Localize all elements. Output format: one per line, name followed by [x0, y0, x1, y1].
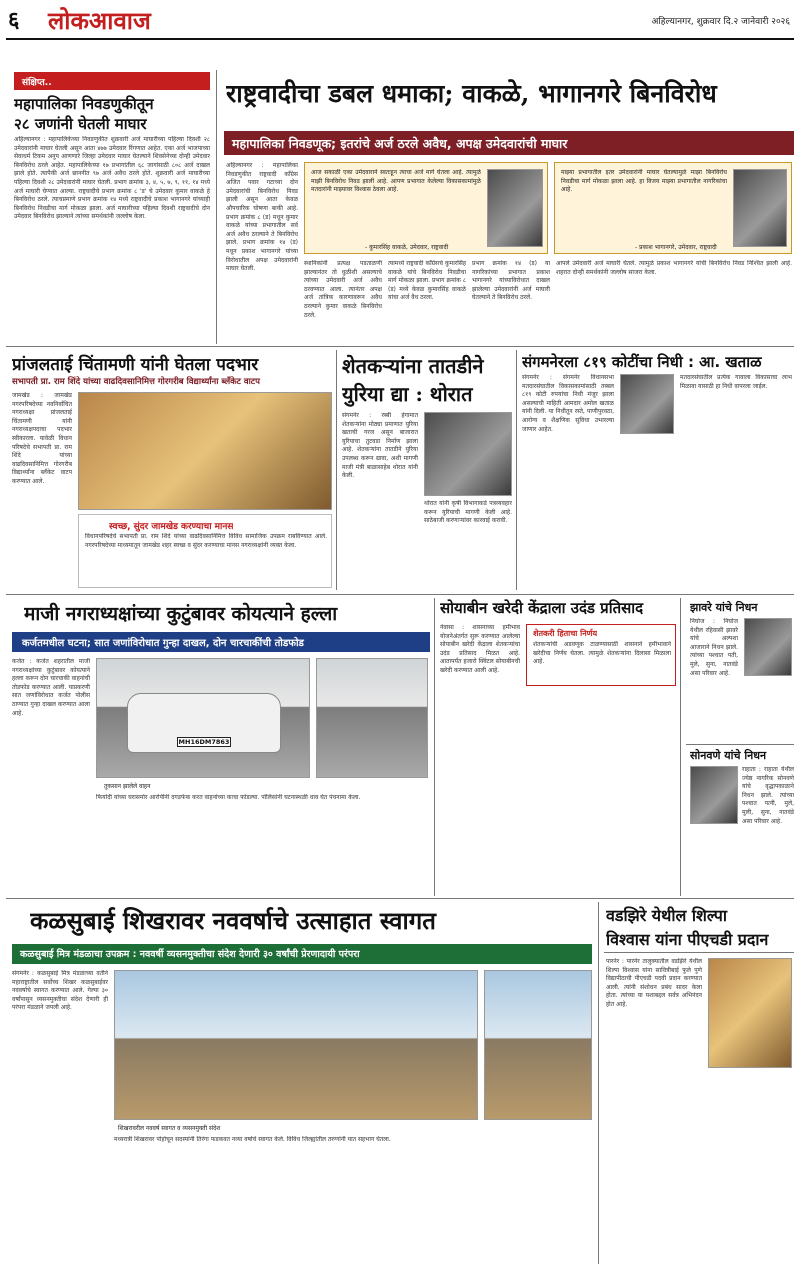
- koyta-body-2: फिर्यादी यांच्या घरासमोर आरोपींनी दगडफेक करत वाहनांच्या काचा फोडल्या. पोलिसांनी घटनास्थळी धाव घेत पंचनामा केला.: [96, 794, 361, 801]
- kalsubai-subheadline: कळसुबाई मित्र मंडळाचा उपक्रम : नववर्षी व्यसनमुक्तीचा संदेश देणारी ३० वर्षांची प्रेरणादायी परंपरा: [12, 944, 592, 964]
- chintamani-box-body: विधानपरिषदेचे सभापती प्रा. राम शिंदे यांच्या वाढदिवसानिमित्त विविध सामाजिक उपक्रम राबविण्यात आले. नगरपरिषदेच्या माध्यमातून जामखेड शहर स्वच्छ व सुंदर करण्याचा मानस नगराध्यक्षांनी व्यक्त केला.: [85, 533, 327, 549]
- soybean-box: [526, 624, 676, 686]
- tatdine-headline-1: शेतकऱ्यांना तातडीने: [342, 354, 484, 378]
- soybean-box-body: शेतकऱ्यांची अडवणूक टाळण्यासाठी शासनाने हमीभावाने खरेदीचा निर्णय घेतला. त्यामुळे शेतकऱ्यांना दिलासा मिळाला आहे.: [533, 641, 671, 666]
- kalsubai-photo-caption: शिखरावरील नववर्ष स्वागत व व्यसनमुक्ती संदेश: [118, 1125, 221, 1132]
- chintamani-body: जामखेड : जामखेड नगरपरिषदेच्या नवनिर्वाचित नगराध्यक्षा प्रांजलताई चिंतामणी यांनी नगराध्यक्षपदाचा पदभार स्वीकारला. यावेळी विधान परिषदेचे सभापती प्रा. राम शिंदे यांच्या वाढदिवसानिमित्त गोरगरीब विद्यार्थ्यांना ब्लॅंकेट वाटप करण्यात आले.: [12, 392, 72, 485]
- obit-body-1: निघोज : निघोज येथील रहिवासी झावरे यांचे अल्पशा आजाराने निधन झाले. त्यांच्या पश्चात पती, मुले, सुना, नातवंडे असा परिवार आहे.: [690, 618, 738, 677]
- lead-subheadline: महापालिका निवडणूक; इतरांचे अर्ज ठरले अवैध, अपक्ष उमेदवारांची माघार: [224, 131, 794, 155]
- quote-box-wakale: [304, 162, 548, 254]
- lead-headline: राष्ट्रवादीचा डबल धमाका; वाकळे, भागानगरे बिनविरोध: [226, 79, 717, 108]
- tatdine-body-2: थोरात यांनी कृषी विभागाकडे पत्रव्यवहार करून युरियाची मागणी केली आहे. साठेबाजी करणाऱ्यांवर कारवाई करावी.: [424, 500, 512, 525]
- photo-damaged-car: [96, 658, 310, 778]
- photo-shilpa-vishwas: [708, 958, 792, 1068]
- tatdine-body: संगमनेर : रब्बी हंगामात शेतकऱ्यांना मोठ्या प्रमाणात युरिया खताची गरज असून बाजारात युरियाचा तुटवडा निर्माण झाला आहे. शेतकऱ्यांना तातडीने युरिया उपलब्ध करून द्यावा, अशी मागणी माजी मंत्री बाळासाहेब थोरात यांनी केली.: [342, 412, 418, 480]
- sidebar-label: संक्षिप्त..: [14, 72, 210, 90]
- quote-wakale-credit: - कुमारसिंह वाकळे, उमेदवार, राष्ट्रवादी: [365, 244, 449, 251]
- masthead: [0, 0, 800, 60]
- photo-amol-khatal: [620, 374, 674, 434]
- shilpa-headline-2: विश्वास यांना पीएचडी प्रदान: [606, 930, 769, 949]
- lead-body-col1: अहिल्यानगर : महापालिका निवडणुकीत राष्ट्रवादी काँग्रेस अजित पवार गटाच्या दोन उमेदवारांची बिनविरोध निवड झाली असून आता केवळ औपचारिक घोषणा बाकी आहे. प्रभाग क्रमांक ८ (ड) मधून कुमार वाकळे यांच्या प्रभागातील सर्व अर्ज अवैध ठरल्याने ते बिनविरोध झाले. प्रभाग क्रमांक १४ (ड) मधून प्रकाश भागानगरे यांच्या विरोधातील अपक्ष उमेदवारांनी माघार घेतली.: [226, 162, 298, 273]
- chintamani-box: [78, 514, 332, 588]
- quote-bhaganagare-text: माझ्या प्रभागातील इतर उमेदवारांनी माघार घेतल्यामुळे माझा बिनविरोध निवडीचा मार्ग मोकळा झाला आहे. हा विजय माझ्या प्रभागातील नागरिकांचा आहे.: [561, 169, 727, 194]
- lead-body-col4: प्रभाग क्रमांक १४ (ड) या नागरिकांच्या प्रभागात प्रकाश भागानगरे यांच्याविरोधात दाखल झालेल्या उमेदवारांनी अर्ज माघारी घेतल्याने ते बिनविरोध ठरले.: [472, 260, 550, 302]
- obit-title-2: सोनवणे यांचे निधन: [690, 749, 767, 762]
- lead-body-col5: आपले उमेदवारी अर्ज माघारी घेतले. त्यामुळे प्रकाश भागानगरे यांची बिनविरोध निवड निश्चित झाली आहे. शहरात दोन्ही समर्थकांनी जल्लोष साजरा केला.: [556, 260, 792, 276]
- chintamani-subheadline: सभापती प्रा. राम शिंदे यांच्या वाढदिवसानिमित्त गोरगरीब विद्यार्थ्यांना ब्लॅंकेट वाटप: [12, 377, 260, 387]
- car-plate: MH16DM7863: [178, 738, 230, 746]
- sidebar-headline-1: महापालिका निवडणुकीतून: [14, 95, 154, 113]
- quote-wakale-text: आज सकाळी एका उमेदवाराने स्वतःहून त्याचा अर्ज मागे घेतला आहे. त्यामुळे माझी बिनविरोध निवड झाली आहे. आपण प्रभागात केलेल्या विकासकामांमुळे मतदारांनी माझ्यावर विश्वास ठेवला आहे.: [311, 169, 481, 194]
- photo-kalsubai-summit: [484, 970, 592, 1120]
- lead-body-col3: त्यामध्ये राष्ट्रवादी काँग्रेसचे कुमारसिंह वाकळे यांचे बिनविरोध निवडीचा मार्ग मोकळा झाला. प्रभाग क्रमांक ८ (ड) मध्ये केवळ कुमारसिंह वाकळे यांचा अर्ज वैध ठरला.: [388, 260, 466, 302]
- photo-chintamani-event: [78, 392, 332, 510]
- photo-prakash-bhaganagare: [733, 169, 787, 247]
- soybean-box-headline: शेतकरी हिताचा निर्णय: [533, 629, 598, 638]
- photo-kalsubai-group: [114, 970, 478, 1120]
- photo-damaged-car-2: [316, 658, 428, 778]
- sidebar-headline-2: २८ जणांनी घेतली माघार: [14, 115, 147, 133]
- chintamani-box-headline: स्वच्छ, सुंदर जामखेड करण्याचा मानस: [109, 522, 234, 532]
- koyta-body: कर्जत : कर्जत शहरातील माजी नगराध्यक्षांच्या कुटुंबावर कोयत्याने हल्ला करून दोन चारचाकी वाहनांची तोडफोड करण्यात आली. याप्रकरणी सात जणांविरोधात कर्जत पोलीस ठाण्यात गुन्हा दाखल करण्यात आला आहे.: [12, 658, 90, 717]
- quote-box-bhaganagare: [554, 162, 792, 254]
- dateline: अहिल्यानगर, शुक्रवार दि.२ जानेवारी २०२६: [651, 17, 790, 27]
- shilpa-body: पारनेर : पारनेर तालुक्यातील वडझिरे येथील शिल्पा विश्वास यांना सावित्रीबाई फुले पुणे विद्यापीठाची पीएचडी पदवी प्रदान करण्यात आली. त्यांनी संशोधन प्रबंध सादर केला होता. त्यांच्या या यशाबद्दल सर्वत्र अभिनंदन होत आहे.: [606, 958, 702, 1008]
- koyta-photo-caption: तुकसान झालेले वाहन: [104, 783, 151, 790]
- koyta-headline: माजी नगराध्यक्षांच्या कुटुंबावर कोयत्याने हल्ला: [24, 603, 338, 625]
- kalsubai-body-2: मध्यरात्री शिखरावर पोहोचून सदस्यांनी तिरंगा फडकवत नव्या वर्षाचे स्वागत केले. विविध जिल्ह्यांतील तरुणांनी यात सहभाग घेतला.: [114, 1136, 391, 1143]
- sidebar-brief: [14, 72, 210, 342]
- chintamani-headline: प्रांजलताई चिंतामणी यांनी घेतला पदभार: [12, 355, 259, 375]
- soybean-body: नेवासा : शासनाच्या हमीभाव योजनेअंतर्गत सुरू करण्यात आलेल्या सोयाबीन खरेदी केंद्राला शेतकऱ्यांचा उदंड प्रतिसाद मिळत आहे. आतापर्यंत हजारो क्विंटल सोयाबीनची खरेदी करण्यात आली आहे.: [440, 624, 520, 674]
- photo-obit-sonawane: [690, 766, 738, 824]
- obit-body-2: राहाता : राहाता येथील ज्येष्ठ नागरिक सोनवणे यांचे वृद्धापकाळाने निधन झाले. त्यांच्या पश्चात पत्नी, मुले, मुली, सुना, नातवंडे असा परिवार आहे.: [742, 766, 794, 825]
- logo: लोकआवाज: [48, 6, 151, 35]
- masthead-rule: [6, 38, 794, 40]
- photo-kumar-wakale: [487, 169, 543, 247]
- photo-obit-zaware: [744, 618, 792, 676]
- soybean-headline: सोयाबीन खरेदी केंद्राला उदंड प्रतिसाद: [440, 599, 644, 617]
- sangamner-headline: संगमनेरला ८१९ कोटींचा निधी : आ. खताळ: [522, 353, 762, 371]
- kalsubai-body: संगमनेर : कळसुबाई मित्र मंडळाच्या वतीने महाराष्ट्रातील सर्वोच्च शिखर कळसुबाईवर नववर्षाचे स्वागत करण्यात आले. गेल्या ३० वर्षांपासून व्यसनमुक्तीचा संदेश देणारी ही परंपरा मंडळाने जपली आहे.: [12, 970, 108, 1012]
- shilpa-headline-1: वडझिरे येथील शिल्पा: [606, 906, 727, 925]
- quote-bhaganagare-credit: - प्रकाश भागानगरे, उमेदवार, राष्ट्रवादी: [635, 244, 717, 251]
- kalsubai-headline: कळसुबाई शिखरावर नववर्षाचे उत्साहात स्वागत: [30, 907, 436, 935]
- obit-title-1: झावरे यांचे निधन: [690, 601, 758, 614]
- tatdine-headline-2: युरिया द्या : थोरात: [342, 382, 473, 406]
- sidebar-body: अहिल्यानगर : महापालिकेच्या निवडणुकीत शुक्रवारी अर्ज माघारीच्या पहिल्या दिवशी २८ उमेदवारांनी माघार घेतली असून आता ४७७ उमेदवार रिंगणात आहेत. एका अर्ज भाजपाच्या सेवाधर्म टिकम अनुप आणणारे जिल्हा उमेदवार माघार घेतल्याने शिवसेनेच्या दोन्ही उमेदवार बिनविरोध ठरले आहेत. महापालिकेच्या १७ प्रभागांतील ६८ जागांसाठी ८०८ अर्ज दाखल झाले होते. त्यापैकी अर्ज छाननीत ९७ अर्ज अवैध ठरले होते. शुक्रवारी अर्ज माघारीच्या पहिल्या दिवशी २८ उमेदवारांनी माघार घेतली. प्रभाग क्रमांक ३, ४, ५, ७, ९, ११, १४ मध्ये अर्ज माघारी घेण्यात आल्या. राष्ट्रवादीचे प्रभाग क्रमांक ८ 'ड' चे उमेदवार कुमार वाकळे हे बिनविरोध ठरले. त्याचप्रमाणे प्रभाग क्रमांक १४ मध्ये राष्ट्रवादीचे प्रकाश भागानगरे यांच्याही बिनविरोध निवडीचा मार्ग मोकळा झाला. अर्ज माघारीच्या पहिल्या दिवशी राष्ट्रवादीचे दोन उमेदवार बिनविरोध झाल्याने त्यांच्या समर्थकांनी जल्लोष केला.: [14, 136, 210, 221]
- sangamner-body: संगमनेर : संगमनेर विधानसभा मतदारसंघातील विकासकामांसाठी तब्बल ८१९ कोटी रुपयांचा निधी मंजूर झाला असल्याची माहिती आमदार अमोल खताळ यांनी दिली. या निधीतून रस्ते, पाणीपुरवठा, आरोग्य व शैक्षणिक सुविधा उभारल्या जाणार आहेत.: [522, 374, 614, 433]
- photo-balasaheb-thorat: [424, 412, 512, 496]
- lead-body-col2: स्थानिकांनी प्रत्यक्ष पडताळणी झाल्यानंतर तो धुळीशी असल्याचे त्यांच्या उमेदवारी अर्ज अवैध ठरवण्यात आला. त्यानंतर अपक्ष अर्ज तांत्रिक कारणावरून अवैध ठरल्याने कुमार वाकळे बिनविरोध ठरले.: [304, 260, 382, 319]
- koyta-subheadline: कर्जतमधील घटना; सात जणांविरोधात गुन्हा दाखल, दोन चारचाकींची तोडफोड: [12, 632, 430, 652]
- page-number: ६: [8, 8, 20, 33]
- sangamner-body-2: मतदारसंघातील प्रत्येक गावाला विकासाचा लाभ मिळावा यासाठी हा निधी वापरला जाईल.: [680, 374, 792, 390]
